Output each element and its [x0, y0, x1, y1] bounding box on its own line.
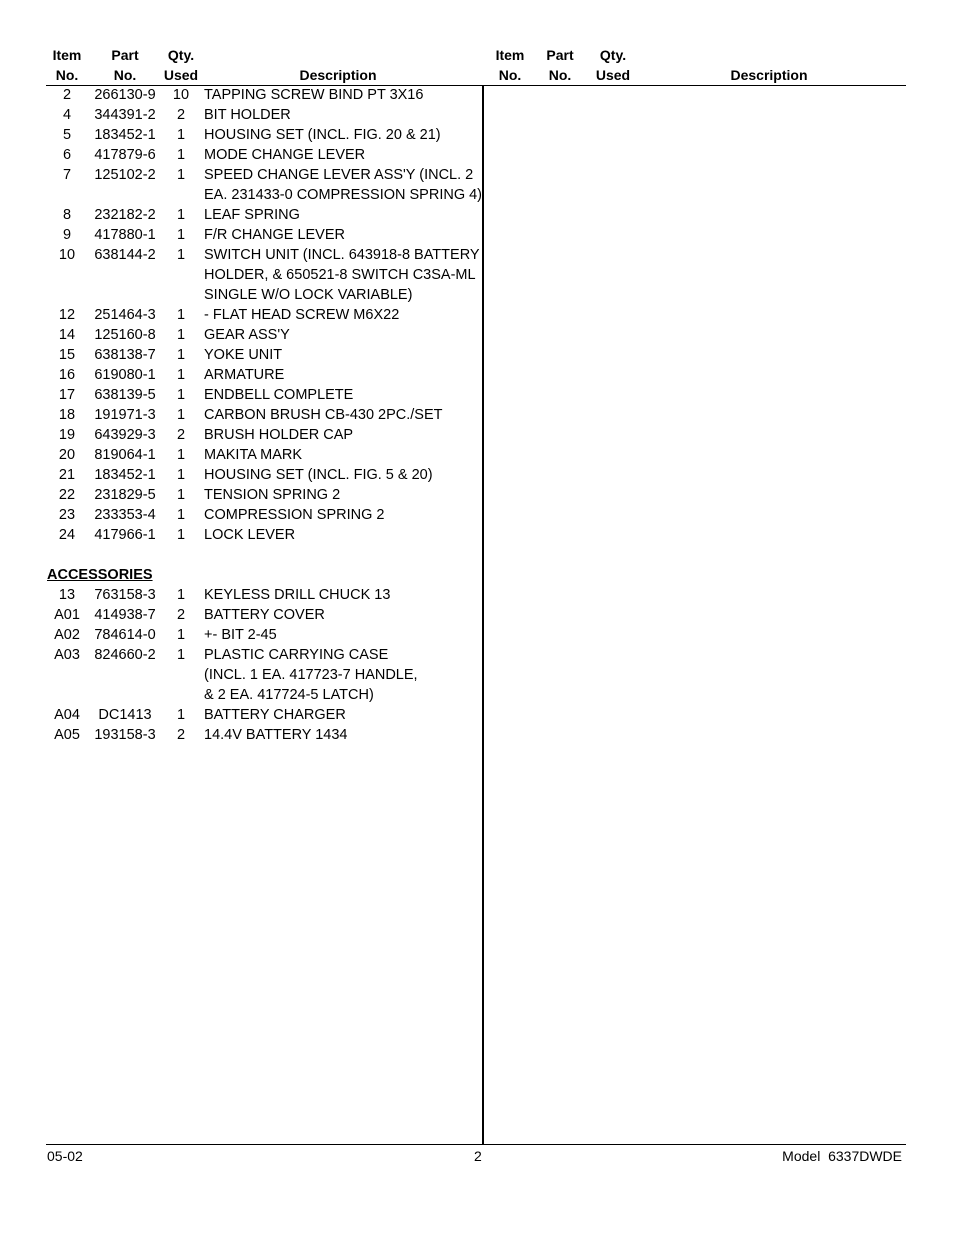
table-row — [0, 385, 480, 405]
footer-date: 05-02 — [47, 1148, 83, 1164]
description: GEAR ASS'Y — [204, 327, 290, 343]
part-number: 183452-1 — [94, 467, 156, 483]
item-number: 21 — [58, 467, 76, 483]
header-item-no: Item No. — [52, 47, 82, 83]
quantity-used: 1 — [176, 487, 186, 503]
item-number: 6 — [62, 147, 72, 163]
description: KEYLESS DRILL CHUCK 13 — [204, 587, 391, 603]
table-row — [0, 145, 480, 165]
part-number: 763158-3 — [94, 587, 156, 603]
description: EA. 231433-0 COMPRESSION SPRING 4) — [204, 187, 483, 203]
item-number: A01 — [54, 607, 80, 623]
header-description-right: Description — [730, 66, 808, 83]
table-row-continuation — [0, 185, 483, 205]
quantity-used: 1 — [176, 507, 186, 523]
description: TENSION SPRING 2 — [204, 487, 341, 503]
quantity-used: 1 — [176, 147, 186, 163]
item-number: 24 — [58, 527, 76, 543]
table-row — [0, 225, 480, 245]
table-row-continuation — [0, 665, 480, 685]
description: BATTERY CHARGER — [204, 707, 346, 723]
part-number: 414938-7 — [94, 607, 156, 623]
item-number: A02 — [54, 627, 80, 643]
table-row — [0, 125, 480, 145]
item-number: 16 — [58, 367, 76, 383]
table-row — [0, 645, 480, 665]
table-row — [0, 625, 480, 645]
section-title: ACCESSORIES — [47, 567, 153, 583]
table-row — [0, 605, 480, 625]
description: COMPRESSION SPRING 2 — [204, 507, 385, 523]
quantity-used: 1 — [176, 347, 186, 363]
item-number: 5 — [62, 127, 72, 143]
part-number: 784614-0 — [94, 627, 156, 643]
table-row — [0, 325, 480, 345]
description: F/R CHANGE LEVER — [204, 227, 345, 243]
quantity-used: 1 — [176, 247, 186, 263]
description: BRUSH HOLDER CAP — [204, 427, 354, 443]
item-number: 19 — [58, 427, 76, 443]
quantity-used: 2 — [176, 427, 186, 443]
quantity-used: 1 — [176, 367, 186, 383]
description: - FLAT HEAD SCREW M6X22 — [204, 307, 400, 323]
item-number: 12 — [58, 307, 76, 323]
table-row-continuation — [0, 265, 480, 285]
part-number: 191971-3 — [94, 407, 156, 423]
accessories-section — [0, 545, 480, 585]
part-number: 638144-2 — [94, 247, 156, 263]
description: +- BIT 2-45 — [204, 627, 277, 643]
description: 14.4V BATTERY 1434 — [204, 727, 348, 743]
quantity-used: 1 — [176, 407, 186, 423]
quantity-used: 1 — [176, 387, 186, 403]
part-number: 233353-4 — [94, 507, 156, 523]
quantity-used: 1 — [176, 647, 186, 663]
header-part-no-right: Part No. — [546, 47, 574, 83]
quantity-used: 1 — [176, 627, 186, 643]
item-number: 9 — [62, 227, 72, 243]
description: & 2 EA. 417724-5 LATCH) — [204, 687, 374, 703]
item-number: 18 — [58, 407, 76, 423]
description: LEAF SPRING — [204, 207, 300, 223]
table-row — [0, 585, 480, 605]
quantity-used: 1 — [176, 167, 186, 183]
item-number: 2 — [62, 87, 72, 103]
table-row — [0, 205, 480, 225]
quantity-used: 1 — [176, 207, 186, 223]
table-row — [0, 245, 480, 265]
item-number: 17 — [58, 387, 76, 403]
description: CARBON BRUSH CB-430 2PC./SET — [204, 407, 443, 423]
description: HOUSING SET (INCL. FIG. 20 & 21) — [204, 127, 441, 143]
table-row — [0, 345, 480, 365]
item-number: 7 — [62, 167, 72, 183]
quantity-used: 1 — [176, 467, 186, 483]
quantity-used: 1 — [176, 587, 186, 603]
quantity-used: 1 — [176, 527, 186, 543]
table-row — [0, 365, 480, 385]
part-number: 125160-8 — [94, 327, 156, 343]
header-description: Description — [299, 66, 377, 83]
footer-page-number: 2 — [474, 1148, 482, 1164]
table-row — [0, 445, 480, 465]
footer-rule-right — [484, 1144, 906, 1145]
description: ARMATURE — [204, 367, 285, 383]
item-number: 10 — [58, 247, 76, 263]
description: TAPPING SCREW BIND PT 3X16 — [204, 87, 424, 103]
quantity-used: 2 — [176, 727, 186, 743]
quantity-used: 2 — [176, 107, 186, 123]
footer-model: Model 6337DWDE — [782, 1148, 902, 1164]
part-number: 193158-3 — [94, 727, 156, 743]
table-row — [0, 85, 480, 105]
description: (INCL. 1 EA. 417723-7 HANDLE, — [204, 667, 418, 683]
part-number: 125102-2 — [94, 167, 156, 183]
description: HOUSING SET (INCL. FIG. 5 & 20) — [204, 467, 433, 483]
quantity-used: 1 — [176, 327, 186, 343]
table-row — [0, 165, 480, 185]
part-number: 417879-6 — [94, 147, 156, 163]
part-number: 266130-9 — [94, 87, 156, 103]
part-number: 183452-1 — [94, 127, 156, 143]
description: ENDBELL COMPLETE — [204, 387, 354, 403]
description: MAKITA MARK — [204, 447, 303, 463]
description: LOCK LEVER — [204, 527, 296, 543]
part-number: 619080-1 — [94, 367, 156, 383]
part-number: 819064-1 — [94, 447, 156, 463]
header-qty-used-right: Qty. Used — [595, 47, 631, 83]
item-number: 8 — [62, 207, 72, 223]
part-number: 231829-5 — [94, 487, 156, 503]
description: PLASTIC CARRYING CASE — [204, 647, 389, 663]
table-row — [0, 725, 480, 745]
quantity-used: 1 — [176, 227, 186, 243]
quantity-used: 1 — [176, 447, 186, 463]
header-part-no: Part No. — [111, 47, 139, 83]
part-number: 232182-2 — [94, 207, 156, 223]
table-row — [0, 425, 480, 445]
table-row — [0, 485, 480, 505]
description: BIT HOLDER — [204, 107, 291, 123]
item-number: 4 — [62, 107, 72, 123]
column-divider — [482, 85, 484, 1145]
item-number: A03 — [54, 647, 80, 663]
quantity-used: 1 — [176, 707, 186, 723]
item-number: 15 — [58, 347, 76, 363]
description: MODE CHANGE LEVER — [204, 147, 366, 163]
item-number: 23 — [58, 507, 76, 523]
table-row-continuation — [0, 285, 480, 305]
description: HOLDER, & 650521-8 SWITCH C3SA-ML — [204, 267, 476, 283]
part-number: 344391-2 — [94, 107, 156, 123]
part-number: 417966-1 — [94, 527, 156, 543]
part-number: DC1413 — [98, 707, 152, 723]
table-row — [0, 405, 480, 425]
item-number: A05 — [54, 727, 80, 743]
item-number: 22 — [58, 487, 76, 503]
header-qty-used: Qty. Used — [163, 47, 199, 83]
table-row-continuation — [0, 685, 480, 705]
description: SINGLE W/O LOCK VARIABLE) — [204, 287, 413, 303]
quantity-used: 10 — [172, 87, 190, 103]
table-row — [0, 705, 480, 725]
description: BATTERY COVER — [204, 607, 325, 623]
description: SPEED CHANGE LEVER ASS'Y (INCL. 2 — [204, 167, 474, 183]
item-number: 20 — [58, 447, 76, 463]
part-number: 824660-2 — [94, 647, 156, 663]
part-number: 643929-3 — [94, 427, 156, 443]
header-item-no-right: Item No. — [495, 47, 525, 83]
item-number: 13 — [58, 587, 76, 603]
footer-rule-left — [46, 1144, 482, 1145]
table-row — [0, 505, 480, 525]
part-number: 417880-1 — [94, 227, 156, 243]
table-row — [0, 105, 480, 125]
part-number: 638139-5 — [94, 387, 156, 403]
description: SWITCH UNIT (INCL. 643918-8 BATTERY — [204, 247, 480, 263]
item-number: 14 — [58, 327, 76, 343]
part-number: 251464-3 — [94, 307, 156, 323]
item-number: A04 — [54, 707, 80, 723]
quantity-used: 2 — [176, 607, 186, 623]
quantity-used: 1 — [176, 127, 186, 143]
parts-list — [0, 85, 483, 745]
quantity-used: 1 — [176, 307, 186, 323]
description: YOKE UNIT — [204, 347, 283, 363]
part-number: 638138-7 — [94, 347, 156, 363]
table-row — [0, 465, 480, 485]
table-row — [0, 305, 480, 325]
table-row — [0, 525, 480, 545]
